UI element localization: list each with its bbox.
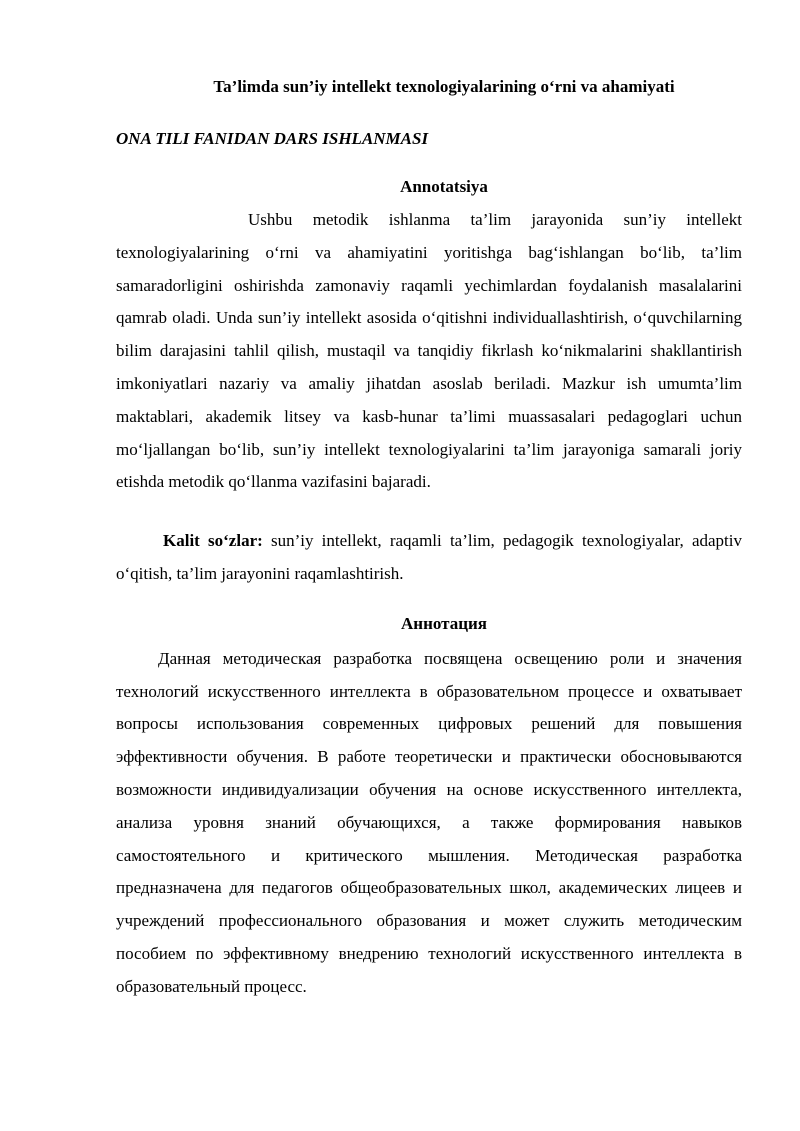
keywords-text: sun’iy intellekt, raqamli ta’lim, pedagogik texnologiyalar, adaptiv o‘qitish, ta’lim jarayonini raqamlashtirish. bbox=[116, 531, 742, 583]
keywords-label: Kalit so‘zlar: bbox=[163, 531, 263, 551]
document-subtitle: ONA TILI FANIDAN DARS ISHLANMASI bbox=[116, 129, 429, 148]
annotation-uz-heading: Annotatsiya bbox=[400, 177, 488, 196]
document-title: Ta’limda sun’iy intellekt texnologiyalarining o‘rni va ahamiyati bbox=[213, 77, 675, 96]
annotation-ru-text: Данная методическая разработка посвящена освещению роли и значения технологий искусственного интеллекта в образовательном процессе и охватывает вопросы использования современных цифровых решений для повышения эффективности обучения. В работе теоретически и практически обосновываются возможности индивидуализации обучения на основе искусственного интеллекта, анализа уровня знаний обучающихся, а также формирования навыков самостоятельного и критического мышления. Методическая разработка предназначена для педагогов общеобразовательных школ, академических лицеев и учреждений профессионального образования и может служить методическим пособием по эффективному внедрению технологий искусственного интеллекта в образовательный процесс. bbox=[116, 648, 742, 996]
annotation-uz-text: Ushbu metodik ishlanma ta’lim jarayonida sun’iy intellekt texnologiyalarining o‘rni va ahamiyatini yoritishga bag‘ishlangan bo‘lib, ta’lim samaradorligini oshirishda zamonaviy raqamli yechimlardan foydalanish masalalarini qamrab oladi. Unda sun’iy intellekt asosida o‘qitishni individuallashtirish, o‘quvchilarning bilim darajasini tahlil qilish, mustaqil va tanqidiy fikrlash ko‘nikmalarini shakllantirish imkoniyatlari nazariy va amaliy jihatdan asoslab beriladi. Mazkur ish umumta’lim maktablari, akademik litsey va kasb-hunar ta’limi muassasalari pedagoglari uchun mo‘ljallangan bo‘lib, sun’iy intellekt texnologiyalarini ta’lim jarayoniga samarali joriy etishda metodik qo‘llanma vazifasini bajaradi. bbox=[116, 210, 742, 492]
keywords-paragraph bbox=[116, 525, 742, 591]
annotation-ru-heading: Аннотация bbox=[401, 613, 487, 633]
document-page bbox=[116, 72, 742, 1004]
